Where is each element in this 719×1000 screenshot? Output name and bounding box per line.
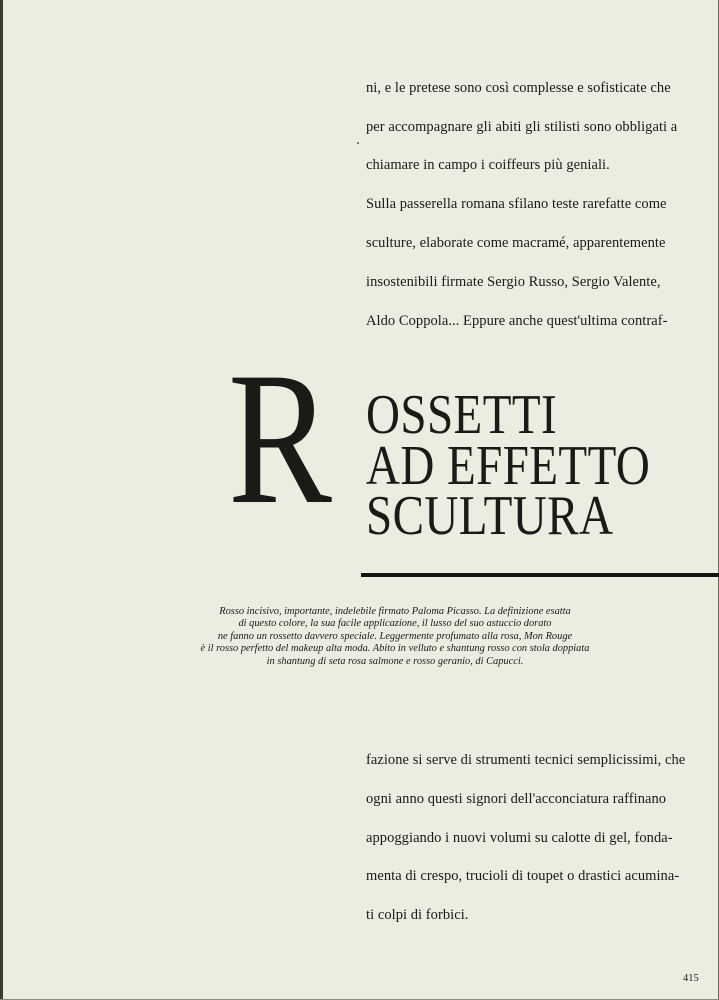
body-text-line: Sulla passerella romana sfilano teste rarefatte come bbox=[366, 196, 667, 212]
body-text-line: per accompagnare gli abiti gli stilisti sono obbligati a bbox=[366, 119, 678, 135]
page-left-edge bbox=[0, 0, 3, 1000]
page-number: 415 bbox=[683, 973, 699, 984]
photo-caption bbox=[170, 606, 620, 668]
body-text-line: insostenibili firmate Sergio Russo, Sergio Valente, bbox=[366, 274, 661, 290]
body-text-line: chiamare in campo i coiffeurs più geniali. bbox=[366, 157, 610, 173]
headline-line-1: OSSETTI bbox=[366, 384, 558, 446]
body-text-line: ti colpi di forbici. bbox=[366, 907, 469, 923]
caption-line: di questo colore, la sua facile applicazione, il lusso del suo astuccio dorato bbox=[238, 618, 552, 630]
divider-rule bbox=[361, 573, 719, 577]
body-text-line: menta di crespo, trucioli di toupet o drastici acumina- bbox=[366, 868, 680, 884]
body-text-line: fazione si serve di strumenti tecnici semplicissimi, che bbox=[366, 752, 686, 768]
headline-line-3: SCULTURA bbox=[366, 485, 614, 547]
body-text-line: ni, e le pretese sono così complesse e sofisticate che bbox=[366, 80, 671, 96]
body-text-line: sculture, elaborate come macramé, apparentemente bbox=[366, 235, 666, 251]
body-text-line: Aldo Coppola... Eppure anche quest'ultima contraf- bbox=[366, 313, 668, 329]
body-text-line: ogni anno questi signori dell'acconciatura raffinano bbox=[366, 791, 667, 807]
body-text-line: appoggiando i nuovi volumi su calotte di gel, fonda- bbox=[366, 830, 673, 846]
caption-line: è il rosso perfetto del makeup alta moda. Abito in velluto e shantung rosso con stola doppiata bbox=[200, 643, 590, 655]
caption-line: Rosso incisivo, importante, indelebile firmato Paloma Picasso. La definizione esatta bbox=[219, 606, 571, 617]
caption-line: ne fanno un rossetto davvero speciale. Leggermente profumato alla rosa, Mon Rouge bbox=[217, 630, 573, 642]
print-speck bbox=[357, 142, 359, 144]
headline-initial: R bbox=[228, 334, 332, 544]
caption-line: in shantung di seta rosa salmone e rosso geranio, di Capucci. bbox=[266, 655, 524, 667]
headline-line-2: AD EFFETTO bbox=[366, 435, 651, 497]
